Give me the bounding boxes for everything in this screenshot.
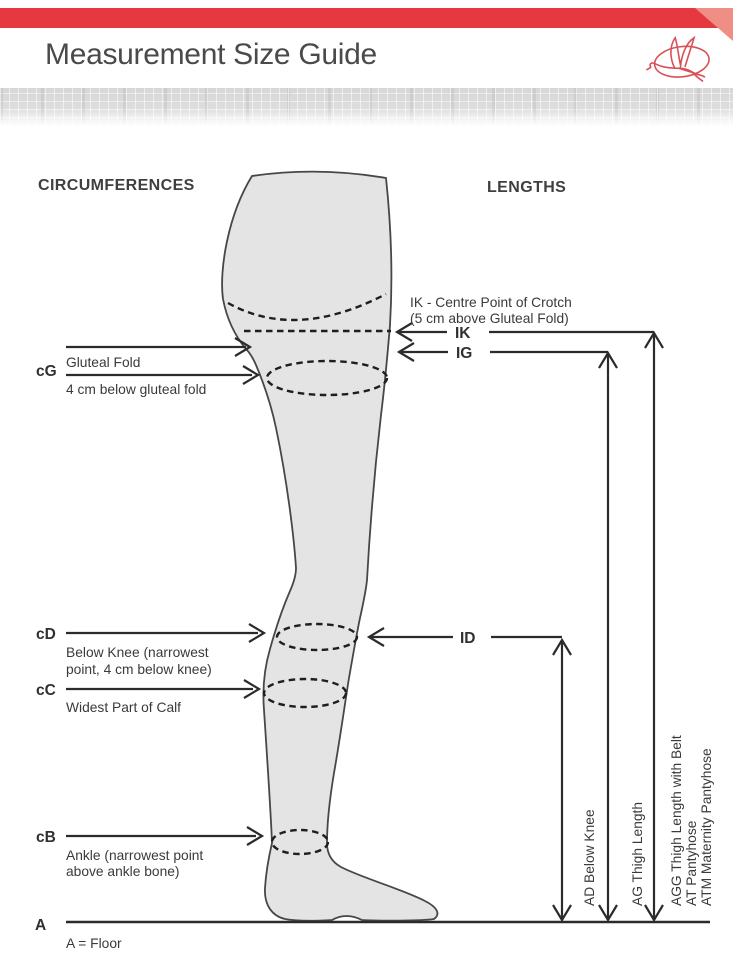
ag-vertical-arrow: [599, 353, 617, 920]
ad-length-label: AD Below Knee: [582, 809, 597, 906]
crotch-note-line2: (5 cm above Gluteal Fold): [410, 311, 569, 326]
ig-code-label: IG: [456, 345, 473, 362]
leg-silhouette: [222, 172, 437, 921]
circumferences-heading: CIRCUMFERENCES: [38, 177, 195, 194]
cc-label: Widest Part of Calf: [66, 700, 182, 715]
cb-code-label: cB: [36, 829, 56, 846]
cg-label-line2: 4 cm below gluteal fold: [66, 382, 207, 397]
ag-length-label: AG Thigh Length: [630, 801, 645, 906]
ik-code-label: IK: [455, 325, 471, 342]
ig-arrow-line: [399, 343, 608, 361]
cg-code-label: cG: [36, 363, 57, 380]
cc-arrow: [66, 680, 259, 698]
cd-label-line2: point, 4 cm below knee): [66, 662, 212, 677]
id-code-label: ID: [460, 630, 476, 647]
cd-code-label: cD: [36, 626, 56, 643]
cc-code-label: cC: [36, 682, 56, 699]
lengths-heading: LENGTHS: [487, 179, 567, 196]
cb-label-line1: Ankle (narrowest point: [66, 848, 204, 863]
floor-label: A = Floor: [66, 936, 122, 951]
gluteal-fold-arrow: [66, 338, 250, 356]
agg-length-label-line1: AGG Thigh Length with Belt: [669, 735, 684, 906]
crotch-note-line1: IK - Centre Point of Crotch: [410, 295, 572, 310]
agg-length-label-line3: ATM Maternity Pantyhose: [699, 748, 714, 906]
cd-label-line1: Below Knee (narrowest: [66, 645, 209, 660]
agg-length-label-line2: AT Pantyhose: [684, 820, 699, 906]
floor-code-label: A: [35, 917, 47, 934]
page-title: Measurement Size Guide: [45, 38, 377, 71]
ad-vertical-arrow: [553, 640, 571, 920]
cg-label-line1: Gluteal Fold: [66, 355, 141, 370]
cd-arrow: [66, 624, 264, 642]
cb-label-line2: above ankle bone): [66, 864, 180, 879]
cb-arrow: [66, 827, 262, 845]
agg-vertical-arrow: [645, 333, 663, 920]
